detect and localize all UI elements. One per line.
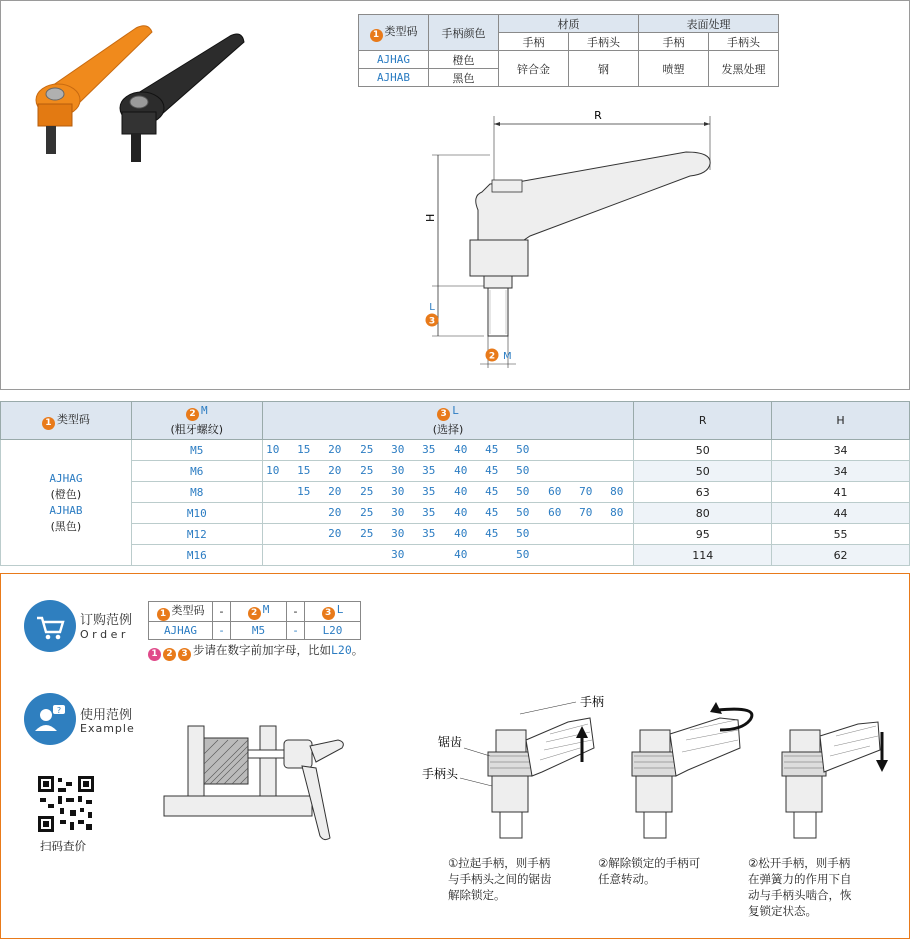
l-option: 80 — [610, 506, 624, 519]
l-option: 50 — [516, 464, 530, 477]
dim-r-0: 50 — [634, 440, 772, 461]
spec-sub-handle: 手柄 — [499, 33, 569, 51]
dim-header-l: 3 L (选择) — [262, 402, 634, 440]
label-handle: 手柄 — [580, 695, 605, 709]
spec-code-1: AJHAG — [359, 51, 429, 69]
l-option: 40 — [454, 443, 468, 456]
l-option: 45 — [485, 527, 499, 540]
l-option: 40 — [454, 464, 468, 477]
dim-m-1: M6 — [131, 461, 262, 482]
spec-header-code: 1 类型码 — [359, 15, 429, 51]
spec-sub-head: 手柄头 — [569, 33, 639, 51]
dim-l-1 — [262, 461, 634, 482]
l-option: 20 — [328, 527, 342, 540]
l-option: 35 — [422, 464, 436, 477]
order-h-m: 2 M — [231, 602, 287, 622]
qr-code-icon — [36, 774, 96, 834]
l-option: 50 — [516, 443, 530, 456]
dim-m-3: M10 — [131, 503, 262, 524]
dim-l-5 — [262, 545, 634, 566]
l-option: 80 — [610, 485, 624, 498]
dim-m-0: M5 — [131, 440, 262, 461]
l-option: 20 — [328, 485, 342, 498]
order-h-l: 3 L — [305, 602, 361, 622]
dim-r-1: 50 — [634, 461, 772, 482]
l-option: 70 — [579, 506, 593, 519]
spec-surf-head: 发黑处理 — [709, 51, 779, 87]
dim-h-3: 44 — [772, 503, 910, 524]
dimension-drawing — [420, 100, 740, 380]
dim-l-3 — [262, 503, 634, 524]
spec-header-color: 手柄颜色 — [429, 15, 499, 51]
l-option: 30 — [391, 464, 405, 477]
l-option: 30 — [391, 506, 405, 519]
dim-h-5: 62 — [772, 545, 910, 566]
dim-r-4: 95 — [634, 524, 772, 545]
l-option: 10 — [266, 464, 280, 477]
order-note: 1 2 3 步请在数字前加字母，比如L20。 — [148, 642, 363, 661]
spec-mat-head: 钢 — [569, 51, 639, 87]
l-option: 40 — [454, 548, 468, 561]
l-option: 15 — [297, 485, 311, 498]
dim-header-h: H — [772, 402, 910, 440]
dim-h-2: 41 — [772, 482, 910, 503]
l-option: 60 — [548, 506, 562, 519]
dim-header-m: 2 M (粗牙螺纹) — [131, 402, 262, 440]
l-option: 50 — [516, 527, 530, 540]
l-option: 30 — [391, 527, 405, 540]
product-photo — [18, 18, 248, 168]
l-option: 15 — [297, 443, 311, 456]
dim-r-3: 80 — [634, 503, 772, 524]
order-v-m: M5 — [231, 622, 287, 640]
l-option: 20 — [328, 443, 342, 456]
l-option: 50 — [516, 506, 530, 519]
l-option: 40 — [454, 485, 468, 498]
dimension-table — [0, 401, 910, 566]
h-dim-label: H — [424, 213, 437, 222]
spec-mat-handle: 锌合金 — [499, 51, 569, 87]
dim-type-codes: AJHAG (橙色) AJHAB (黑色) — [1, 440, 132, 566]
usage-fixture-drawing — [160, 718, 350, 858]
l-option: 10 — [266, 443, 280, 456]
label-teeth: 锯齿 — [438, 735, 463, 749]
dim-h-0: 34 — [772, 440, 910, 461]
l-option: 35 — [422, 506, 436, 519]
r-dim-label: R — [594, 109, 602, 122]
l-option: 40 — [454, 527, 468, 540]
spec-sub-head2: 手柄头 — [709, 33, 779, 51]
svg-text:3: 3 — [428, 316, 436, 327]
example-title: 使用范例 — [80, 708, 133, 723]
l-option: 25 — [360, 485, 374, 498]
dim-h-1: 34 — [772, 461, 910, 482]
l-option: 25 — [360, 464, 374, 477]
svg-text:2: 2 — [488, 351, 496, 362]
l-option: 35 — [422, 527, 436, 540]
caption-1: ①拉起手柄，则手柄 与手柄头之间的锯齿 解除锁定。 — [448, 856, 552, 902]
dim-header-r: R — [634, 402, 772, 440]
caption-3: ②松开手柄，则手柄 在弹簧力的作用下自 动与手柄头啮合，恢 复锁定状态。 — [748, 856, 852, 918]
dim-m-5: M16 — [131, 545, 262, 566]
label-head: 手柄头 — [422, 767, 459, 781]
dim-m-4: M12 — [131, 524, 262, 545]
l-dim-label: L — [429, 302, 435, 313]
l-option: 30 — [391, 485, 405, 498]
spec-color-1: 橙色 — [429, 51, 499, 69]
spec-header-surface: 表面处理 — [639, 15, 779, 33]
spec-color-2: 黑色 — [429, 69, 499, 87]
order-h-dash2: - — [287, 602, 305, 622]
dim-r-2: 63 — [634, 482, 772, 503]
l-option: 60 — [548, 485, 562, 498]
qr-label: 扫码查价 — [40, 839, 86, 853]
caption-2: ②解除锁定的手柄可 任意转动。 — [598, 856, 701, 886]
spec-table — [358, 14, 779, 87]
dim-l-0 — [262, 440, 634, 461]
dim-m-2: M8 — [131, 482, 262, 503]
order-title: 订购范例 — [80, 613, 133, 628]
l-option: 45 — [485, 464, 499, 477]
l-option: 30 — [391, 443, 405, 456]
spec-code-2: AJHAB — [359, 69, 429, 87]
order-h-code: 1 类型码 — [149, 602, 213, 622]
order-v-dash1: - — [213, 622, 231, 640]
order-v-l: L20 — [305, 622, 361, 640]
order-title-en: O r d e r — [80, 628, 126, 641]
dim-header-code: 1 类型码 — [1, 402, 132, 440]
l-option: 25 — [360, 527, 374, 540]
order-h-dash1: - — [213, 602, 231, 622]
spec-header-material: 材质 — [499, 15, 639, 33]
spec-sub-handle2: 手柄 — [639, 33, 709, 51]
dim-h-4: 55 — [772, 524, 910, 545]
cart-icon — [24, 600, 76, 652]
l-option: 70 — [579, 485, 593, 498]
l-option: 50 — [516, 485, 530, 498]
l-option: 45 — [485, 485, 499, 498]
dim-l-4 — [262, 524, 634, 545]
l-option: 35 — [422, 443, 436, 456]
l-option: 15 — [297, 464, 311, 477]
l-option: 35 — [422, 485, 436, 498]
l-option: 45 — [485, 506, 499, 519]
l-option: 25 — [360, 506, 374, 519]
dim-r-5: 114 — [634, 545, 772, 566]
l-option: 25 — [360, 443, 374, 456]
l-option: 50 — [516, 548, 530, 561]
l-option: 20 — [328, 506, 342, 519]
l-option: 45 — [485, 443, 499, 456]
user-help-icon — [24, 693, 76, 745]
order-v-dash2: - — [287, 622, 305, 640]
l-option: 20 — [328, 464, 342, 477]
spec-surf-handle: 喷塑 — [639, 51, 709, 87]
svg-text:?: ? — [56, 706, 62, 715]
mechanism-drawings — [420, 690, 900, 850]
dim-l-2 — [262, 482, 634, 503]
order-v-code: AJHAG — [149, 622, 213, 640]
order-table — [148, 601, 361, 640]
l-option: 30 — [391, 548, 405, 561]
example-title-en: Example — [80, 722, 135, 735]
l-option: 40 — [454, 506, 468, 519]
m-dim-label: M — [503, 351, 512, 362]
